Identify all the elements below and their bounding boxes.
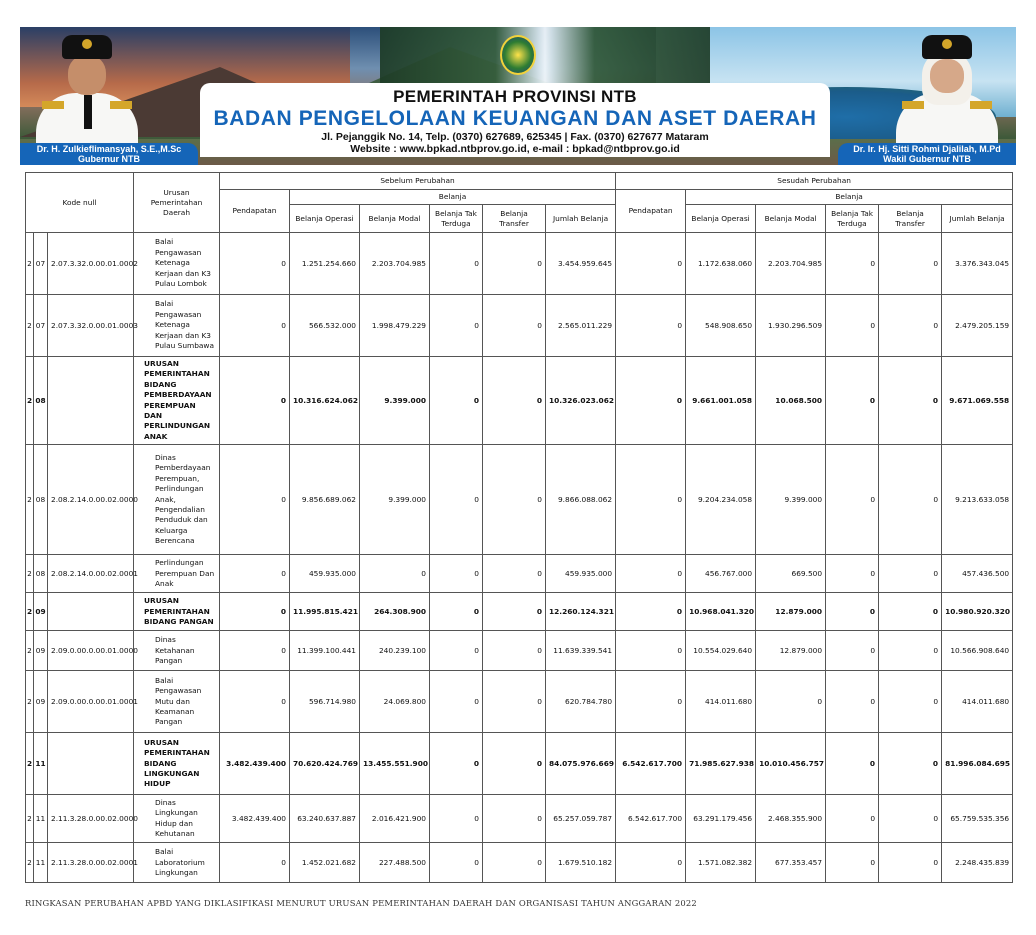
cell-a-op: 1.571.082.382 xyxy=(686,843,756,883)
cell-b-tt: 0 xyxy=(430,733,483,795)
cell-b-mod: 2.016.421.900 xyxy=(360,795,430,843)
cell-k3 xyxy=(48,733,134,795)
cell-b-tr: 0 xyxy=(483,445,546,555)
cell-b-jml: 620.784.780 xyxy=(546,671,616,733)
cell-b-pend: 0 xyxy=(220,555,290,593)
header-transfer-sebelum: Belanja Transfer xyxy=(483,205,546,233)
cell-a-op: 9.661.001.058 xyxy=(686,357,756,445)
cell-urusan: Balai Pengawasan Mutu dan Keamanan Pangan xyxy=(134,671,220,733)
cell-urusan: Balai Pengawasan Ketenaga Kerjaan dan K3 Pulau Lombok xyxy=(134,233,220,295)
cell-a-mod: 677.353.457 xyxy=(756,843,826,883)
cell-a-tr: 0 xyxy=(879,843,942,883)
cell-k3: 2.11.3.28.0.00.02.0001 xyxy=(48,843,134,883)
cell-b-op: 459.935.000 xyxy=(290,555,360,593)
cell-k3: 2.08.2.14.0.00.02.0001 xyxy=(48,555,134,593)
cell-k1: 2 xyxy=(26,671,34,733)
cell-a-tr: 0 xyxy=(879,795,942,843)
cell-a-tr: 0 xyxy=(879,357,942,445)
cell-a-tr: 0 xyxy=(879,671,942,733)
report-caption: RINGKASAN PERUBAHAN APBD YANG DIKLASIFIKASI MENURUT URUSAN PEMERINTAHAN DAERAH DAN ORGANISASI TAHUN ANGGARAN 2022 xyxy=(25,898,697,908)
cell-a-tr: 0 xyxy=(879,445,942,555)
cell-b-mod: 9.399.000 xyxy=(360,445,430,555)
cell-b-pend: 0 xyxy=(220,631,290,671)
cell-a-op: 456.767.000 xyxy=(686,555,756,593)
cell-a-pend: 6.542.617.700 xyxy=(616,733,686,795)
cell-a-pend: 0 xyxy=(616,233,686,295)
cell-b-pend: 0 xyxy=(220,445,290,555)
table-row xyxy=(26,555,1013,593)
cell-a-pend: 6.542.617.700 xyxy=(616,795,686,843)
cell-b-op: 63.240.637.887 xyxy=(290,795,360,843)
cell-a-pend: 0 xyxy=(616,357,686,445)
cell-b-tt: 0 xyxy=(430,795,483,843)
cell-k3: 2.08.2.14.0.00.02.0000 xyxy=(48,445,134,555)
cell-b-tt: 0 xyxy=(430,357,483,445)
cell-b-pend: 0 xyxy=(220,233,290,295)
cell-a-mod: 0 xyxy=(756,671,826,733)
cell-k1: 2 xyxy=(26,295,34,357)
header-sesudah: Sesudah Perubahan xyxy=(616,173,1013,190)
cell-b-mod: 2.203.704.985 xyxy=(360,233,430,295)
cell-b-tr: 0 xyxy=(483,233,546,295)
cell-b-tr: 0 xyxy=(483,357,546,445)
table-row xyxy=(26,593,1013,631)
cell-k1: 2 xyxy=(26,593,34,631)
cell-b-tr: 0 xyxy=(483,671,546,733)
cell-b-pend: 3.482.439.400 xyxy=(220,795,290,843)
cell-a-op: 1.172.638.060 xyxy=(686,233,756,295)
cell-a-tr: 0 xyxy=(879,733,942,795)
table-row xyxy=(26,631,1013,671)
cell-a-tt: 0 xyxy=(826,357,879,445)
cell-a-mod: 12.879.000 xyxy=(756,631,826,671)
cell-a-pend: 0 xyxy=(616,843,686,883)
cell-k2: 07 xyxy=(34,295,48,357)
cell-b-jml: 3.454.959.645 xyxy=(546,233,616,295)
header-jumlah-sesudah: Jumlah Belanja xyxy=(942,205,1013,233)
cell-b-tr: 0 xyxy=(483,631,546,671)
cell-a-jml: 9.213.633.058 xyxy=(942,445,1013,555)
cell-k1: 2 xyxy=(26,445,34,555)
table-row xyxy=(26,295,1013,357)
cell-b-jml: 10.326.023.062 xyxy=(546,357,616,445)
cell-urusan: Perlindungan Perempuan Dan Anak xyxy=(134,555,220,593)
vice-governor-portrait xyxy=(892,35,1002,151)
contact-line: Website : www.bpkad.ntbprov.go.id, e-mail : bpkad@ntbprov.go.id xyxy=(350,143,680,155)
cell-b-op: 70.620.424.769 xyxy=(290,733,360,795)
cell-a-jml: 65.759.535.356 xyxy=(942,795,1013,843)
header-belanja-sesudah: Belanja xyxy=(686,190,1013,205)
cell-b-jml: 9.866.088.062 xyxy=(546,445,616,555)
cell-a-mod: 2.203.704.985 xyxy=(756,233,826,295)
vice-governor-title: Wakil Gubernur NTB xyxy=(883,154,971,164)
cell-a-tt: 0 xyxy=(826,295,879,357)
cell-a-pend: 0 xyxy=(616,555,686,593)
cell-a-op: 10.554.029.640 xyxy=(686,631,756,671)
cell-b-jml: 12.260.124.321 xyxy=(546,593,616,631)
cell-b-pend: 0 xyxy=(220,295,290,357)
cell-b-pend: 0 xyxy=(220,843,290,883)
cell-k1: 2 xyxy=(26,631,34,671)
cell-b-pend: 0 xyxy=(220,357,290,445)
cell-a-mod: 10.068.500 xyxy=(756,357,826,445)
cell-a-tt: 0 xyxy=(826,733,879,795)
cell-k2: 09 xyxy=(34,631,48,671)
cell-a-op: 414.011.680 xyxy=(686,671,756,733)
header-pendapatan-sebelum: Pendapatan xyxy=(220,190,290,233)
cell-k1: 2 xyxy=(26,233,34,295)
cell-k2: 08 xyxy=(34,445,48,555)
title-box xyxy=(200,83,830,157)
cell-k3: 2.07.3.32.0.00.01.0002 xyxy=(48,233,134,295)
header-operasi-sebelum: Belanja Operasi xyxy=(290,205,360,233)
garuda-emblem-icon xyxy=(942,39,952,49)
cell-b-tt: 0 xyxy=(430,445,483,555)
cell-k3 xyxy=(48,593,134,631)
header-taktersuga-sesudah: Belanja Tak Terduga xyxy=(826,205,879,233)
header-banner xyxy=(20,27,1016,165)
cell-a-tt: 0 xyxy=(826,445,879,555)
ntb-province-logo-icon xyxy=(500,35,536,75)
cell-k1: 2 xyxy=(26,357,34,445)
cell-b-jml: 1.679.510.182 xyxy=(546,843,616,883)
table-row xyxy=(26,445,1013,555)
cell-b-op: 1.452.021.682 xyxy=(290,843,360,883)
cell-b-pend: 0 xyxy=(220,671,290,733)
cell-b-jml: 459.935.000 xyxy=(546,555,616,593)
cell-urusan: URUSAN PEMERINTAHAN BIDANG LINGKUNGAN HIDUP xyxy=(134,733,220,795)
cell-urusan: URUSAN PEMERINTAHAN BIDANG PANGAN xyxy=(134,593,220,631)
cell-a-jml: 3.376.343.045 xyxy=(942,233,1013,295)
cell-b-mod: 264.308.900 xyxy=(360,593,430,631)
cell-a-op: 71.985.627.938 xyxy=(686,733,756,795)
cell-b-tr: 0 xyxy=(483,843,546,883)
cell-b-mod: 227.488.500 xyxy=(360,843,430,883)
cell-b-tt: 0 xyxy=(430,843,483,883)
cell-b-tt: 0 xyxy=(430,233,483,295)
cell-b-op: 10.316.624.062 xyxy=(290,357,360,445)
cell-a-jml: 81.996.084.695 xyxy=(942,733,1013,795)
cell-k1: 2 xyxy=(26,795,34,843)
header-urusan: Urusan Pemerintahan Daerah xyxy=(134,173,220,233)
cell-a-mod: 10.010.456.757 xyxy=(756,733,826,795)
cell-b-op: 11.995.815.421 xyxy=(290,593,360,631)
budget-table xyxy=(25,172,1013,883)
cell-urusan: Dinas Lingkungan Hidup dan Kehutanan xyxy=(134,795,220,843)
header-pendapatan-sesudah: Pendapatan xyxy=(616,190,686,233)
cell-a-tt: 0 xyxy=(826,233,879,295)
cell-k3: 2.09.0.00.0.00.01.0001 xyxy=(48,671,134,733)
cell-b-tt: 0 xyxy=(430,555,483,593)
cell-b-jml: 11.639.339.541 xyxy=(546,631,616,671)
table-row xyxy=(26,233,1013,295)
cell-a-pend: 0 xyxy=(616,631,686,671)
cell-a-jml: 10.566.908.640 xyxy=(942,631,1013,671)
cell-b-op: 566.532.000 xyxy=(290,295,360,357)
cell-k3 xyxy=(48,357,134,445)
header-sebelum: Sebelum Perubahan xyxy=(220,173,616,190)
cell-k1: 2 xyxy=(26,843,34,883)
cell-a-mod: 12.879.000 xyxy=(756,593,826,631)
header-transfer-sesudah: Belanja Transfer xyxy=(879,205,942,233)
cell-b-tr: 0 xyxy=(483,733,546,795)
cell-a-tt: 0 xyxy=(826,593,879,631)
cell-a-tt: 0 xyxy=(826,795,879,843)
cell-b-mod: 0 xyxy=(360,555,430,593)
header-jumlah-sebelum: Jumlah Belanja xyxy=(546,205,616,233)
cell-b-mod: 240.239.100 xyxy=(360,631,430,671)
cell-b-tr: 0 xyxy=(483,795,546,843)
cell-a-tt: 0 xyxy=(826,671,879,733)
cell-k2: 11 xyxy=(34,795,48,843)
table-row xyxy=(26,733,1013,795)
cell-b-op: 596.714.980 xyxy=(290,671,360,733)
cell-a-jml: 457.436.500 xyxy=(942,555,1013,593)
cell-a-mod: 9.399.000 xyxy=(756,445,826,555)
cell-a-jml: 2.479.205.159 xyxy=(942,295,1013,357)
cell-a-op: 9.204.234.058 xyxy=(686,445,756,555)
governor-name: Dr. H. Zulkieflimansyah, S.E.,M.Sc xyxy=(36,144,182,154)
header-modal-sesudah: Belanja Modal xyxy=(756,205,826,233)
governor-portrait xyxy=(32,35,142,151)
cell-a-tt: 0 xyxy=(826,843,879,883)
cell-a-pend: 0 xyxy=(616,593,686,631)
cell-b-tr: 0 xyxy=(483,593,546,631)
cell-a-mod: 2.468.355.900 xyxy=(756,795,826,843)
cell-a-tr: 0 xyxy=(879,295,942,357)
cell-a-pend: 0 xyxy=(616,445,686,555)
cell-b-op: 9.856.689.062 xyxy=(290,445,360,555)
cell-b-pend: 0 xyxy=(220,593,290,631)
cell-b-mod: 13.455.551.900 xyxy=(360,733,430,795)
cell-k1: 2 xyxy=(26,555,34,593)
table-row xyxy=(26,795,1013,843)
vice-governor-name: Dr. Ir. Hj. Sitti Rohmi Djalilah, M.Pd xyxy=(853,144,1001,154)
cell-b-jml: 2.565.011.229 xyxy=(546,295,616,357)
cell-k2: 09 xyxy=(34,671,48,733)
cell-b-tr: 0 xyxy=(483,295,546,357)
cell-k2: 08 xyxy=(34,555,48,593)
title-line1: PEMERINTAH PROVINSI NTB xyxy=(393,87,637,106)
cell-b-tt: 0 xyxy=(430,295,483,357)
title-line2: BADAN PENGELOLAAN KEUANGAN DAN ASET DAERAH xyxy=(213,107,817,130)
cell-k1: 2 xyxy=(26,733,34,795)
table-row xyxy=(26,357,1013,445)
cell-a-tt: 0 xyxy=(826,555,879,593)
cell-k2: 09 xyxy=(34,593,48,631)
cell-b-tr: 0 xyxy=(483,555,546,593)
address-line: Jl. Pejanggik No. 14, Telp. (0370) 627689, 625345 | Fax. (0370) 627677 Mataram xyxy=(321,131,709,143)
cell-a-tr: 0 xyxy=(879,631,942,671)
cell-k2: 07 xyxy=(34,233,48,295)
cell-a-mod: 1.930.296.509 xyxy=(756,295,826,357)
header-belanja-sebelum: Belanja xyxy=(290,190,616,205)
cell-a-tr: 0 xyxy=(879,593,942,631)
cell-urusan: Dinas Ketahanan Pangan xyxy=(134,631,220,671)
vice-governor-caption xyxy=(838,143,1016,165)
cell-k3: 2.09.0.00.0.00.01.0000 xyxy=(48,631,134,671)
cell-urusan: Balai Pengawasan Ketenaga Kerjaan dan K3 Pulau Sumbawa xyxy=(134,295,220,357)
cell-b-mod: 1.998.479.229 xyxy=(360,295,430,357)
governor-title: Gubernur NTB xyxy=(78,154,140,164)
cell-a-op: 548.908.650 xyxy=(686,295,756,357)
cell-k2: 08 xyxy=(34,357,48,445)
cell-a-tt: 0 xyxy=(826,631,879,671)
cell-a-op: 63.291.179.456 xyxy=(686,795,756,843)
cell-k3: 2.07.3.32.0.00.01.0003 xyxy=(48,295,134,357)
cell-b-mod: 24.069.800 xyxy=(360,671,430,733)
cell-a-jml: 9.671.069.558 xyxy=(942,357,1013,445)
header-taktersuga-sebelum: Belanja Tak Terduga xyxy=(430,205,483,233)
cell-k2: 11 xyxy=(34,733,48,795)
cell-a-jml: 2.248.435.839 xyxy=(942,843,1013,883)
cell-b-jml: 84.075.976.669 xyxy=(546,733,616,795)
cell-b-mod: 9.399.000 xyxy=(360,357,430,445)
cell-a-jml: 10.980.920.320 xyxy=(942,593,1013,631)
cell-b-jml: 65.257.059.787 xyxy=(546,795,616,843)
cell-b-op: 11.399.100.441 xyxy=(290,631,360,671)
cell-a-pend: 0 xyxy=(616,295,686,357)
cell-b-tt: 0 xyxy=(430,593,483,631)
header-modal-sebelum: Belanja Modal xyxy=(360,205,430,233)
table-row xyxy=(26,843,1013,883)
cell-a-mod: 669.500 xyxy=(756,555,826,593)
cell-b-op: 1.251.254.660 xyxy=(290,233,360,295)
governor-caption xyxy=(20,143,198,165)
table-row xyxy=(26,671,1013,733)
garuda-emblem-icon xyxy=(82,39,92,49)
cell-urusan: Balai Laboratorium Lingkungan xyxy=(134,843,220,883)
cell-a-jml: 414.011.680 xyxy=(942,671,1013,733)
header-operasi-sesudah: Belanja Operasi xyxy=(686,205,756,233)
cell-b-pend: 3.482.439.400 xyxy=(220,733,290,795)
cell-b-tt: 0 xyxy=(430,671,483,733)
header-kode: Kode null xyxy=(26,173,134,233)
cell-urusan: URUSAN PEMERINTAHAN BIDANG PEMBERDAYAAN PEREMPUAN DAN PERLINDUNGAN ANAK xyxy=(134,357,220,445)
cell-a-tr: 0 xyxy=(879,555,942,593)
cell-k3: 2.11.3.28.0.00.02.0000 xyxy=(48,795,134,843)
cell-a-op: 10.968.041.320 xyxy=(686,593,756,631)
cell-k2: 11 xyxy=(34,843,48,883)
cell-a-tr: 0 xyxy=(879,233,942,295)
cell-urusan: Dinas Pemberdayaan Perempuan, Perlindungan Anak, Pengendalian Penduduk dan Keluarga Berencana xyxy=(134,445,220,555)
cell-b-tt: 0 xyxy=(430,631,483,671)
cell-a-pend: 0 xyxy=(616,671,686,733)
